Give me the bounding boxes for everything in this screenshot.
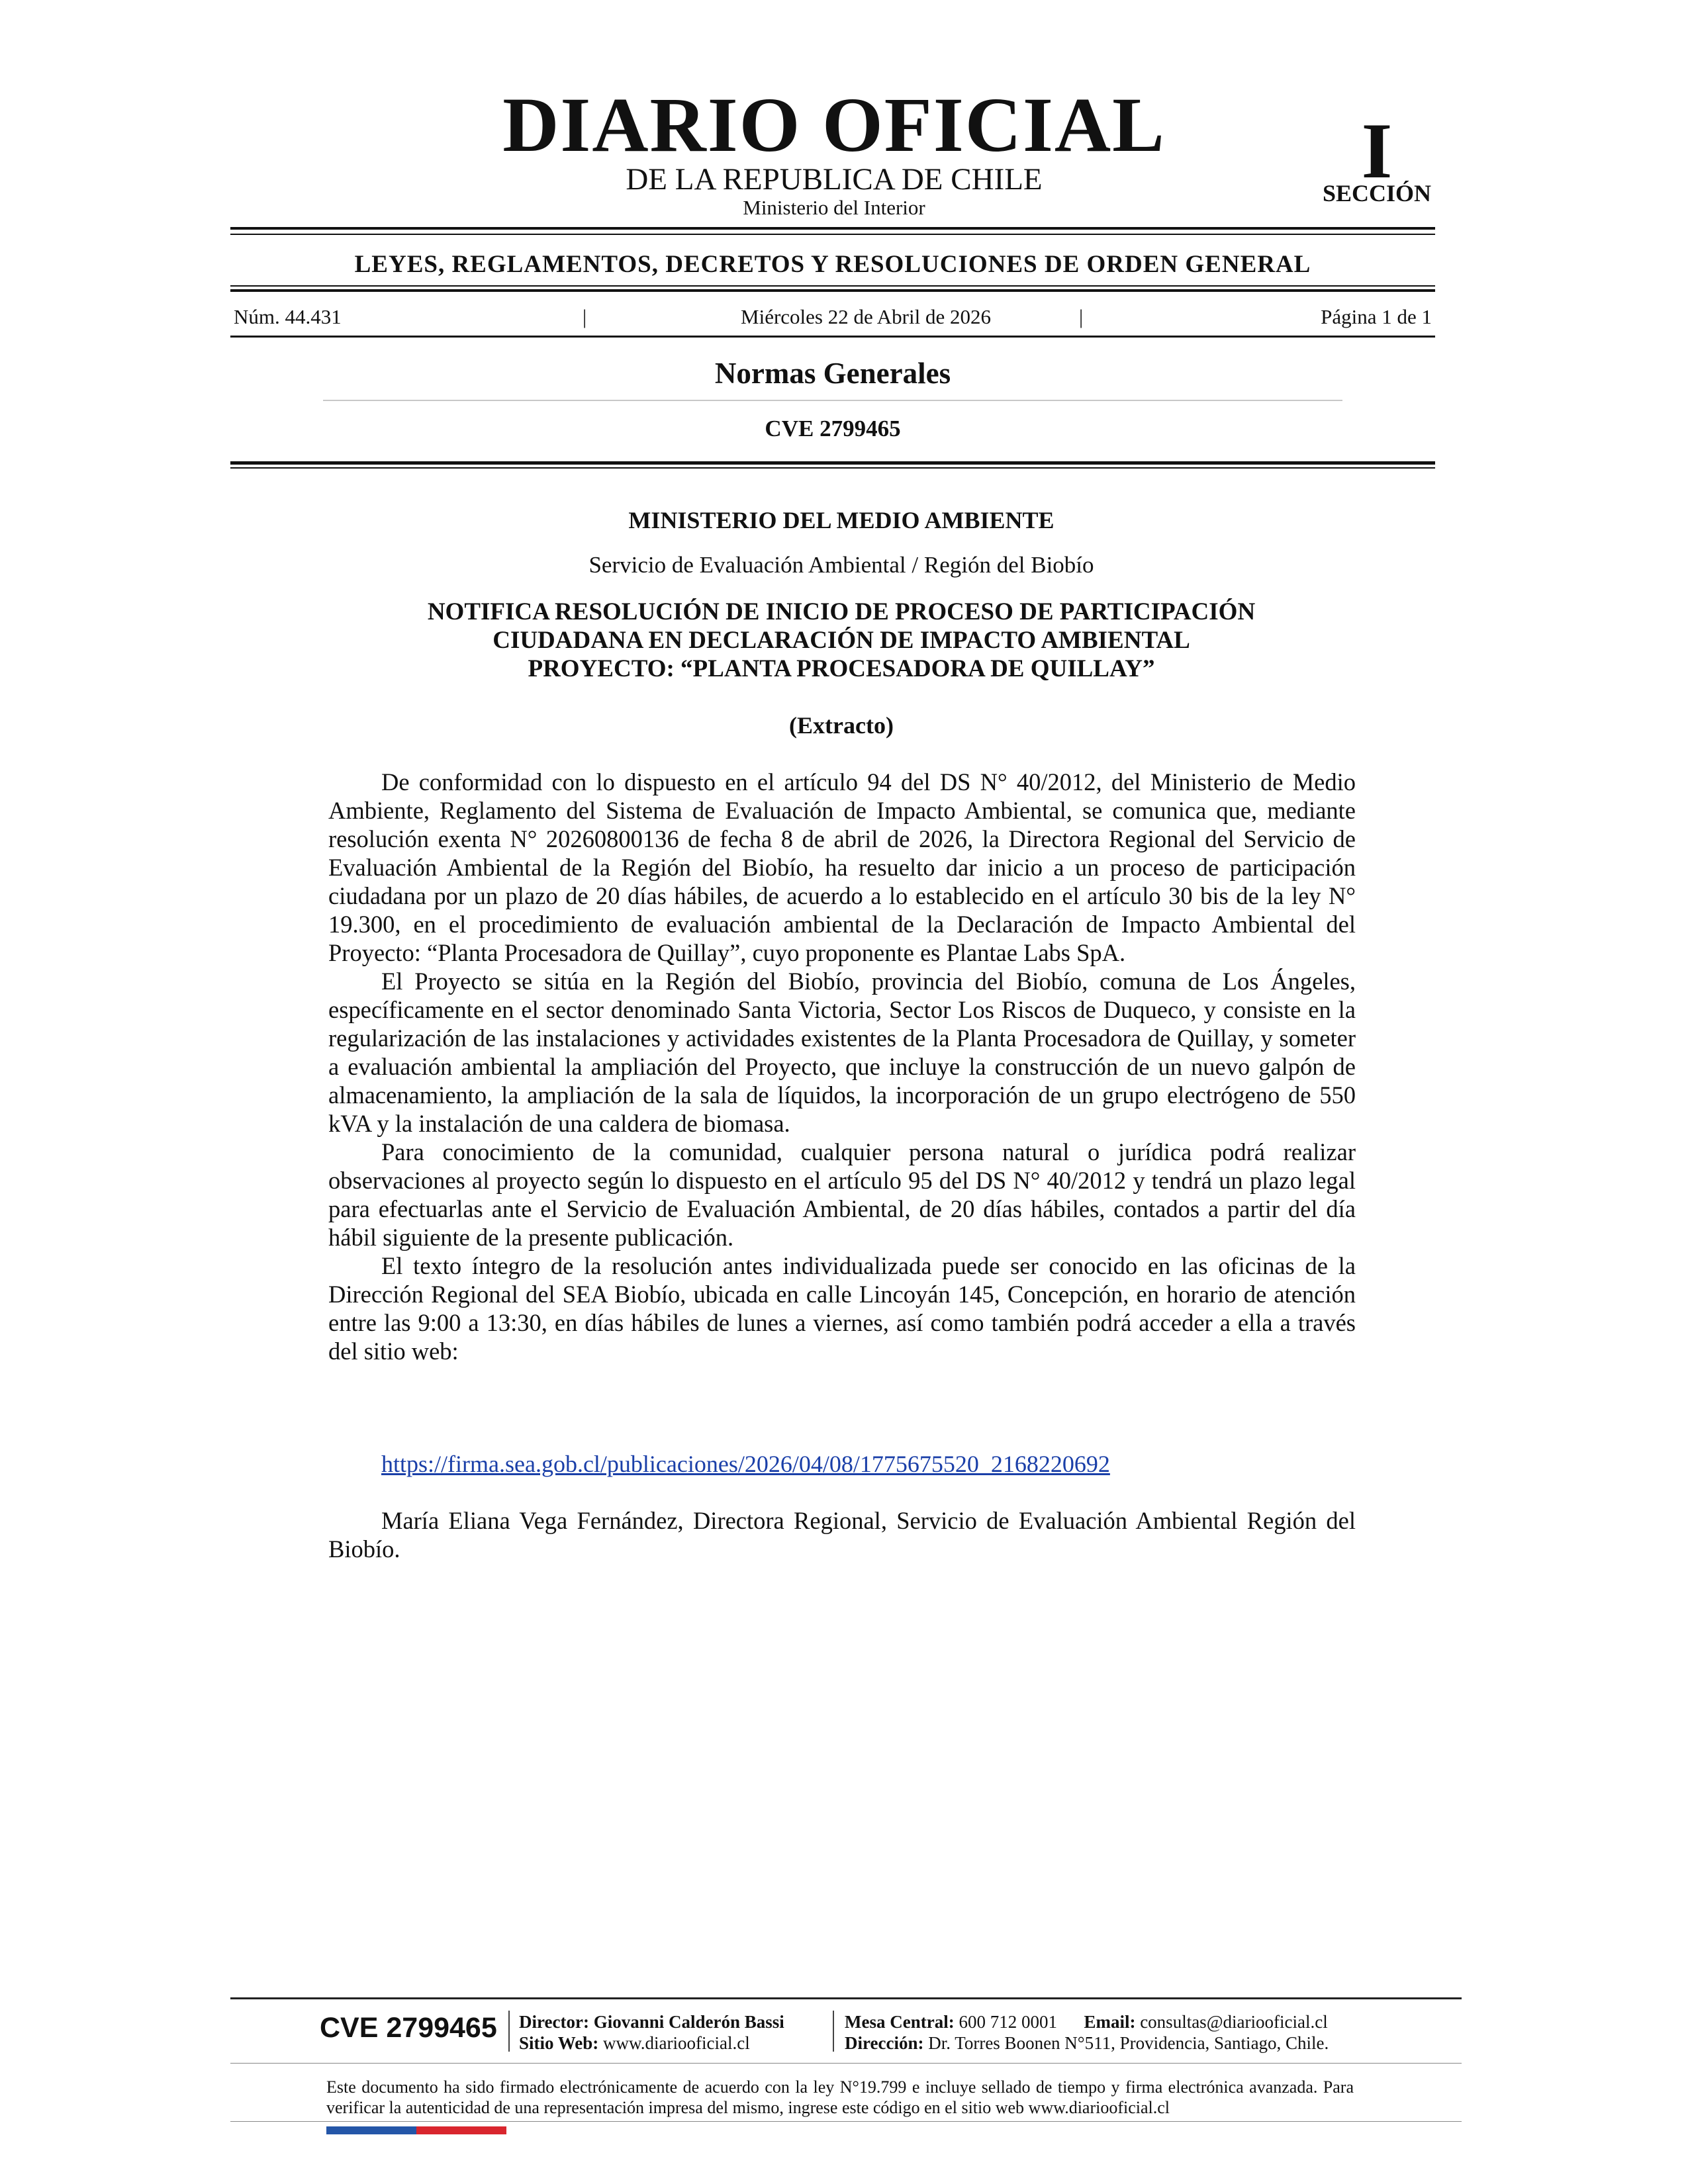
- cve-rule-thick: [230, 461, 1435, 465]
- footer-legal-note: Este documento ha sido firmado electrónicamente de acuerdo con la ley N°19.799 e incluye sellado de tiempo y firma electrónica avanzada. Para verificar la autenticidad de una representación impresa del mismo, ingrese este código en el sitio web www.diariooficial.cl: [326, 2077, 1354, 2117]
- issue-separator: |: [1079, 305, 1084, 328]
- masthead-title: DIARIO OFICIAL: [502, 81, 1166, 168]
- header-rule-top: [230, 227, 1435, 230]
- flag-stripe-red: [416, 2126, 506, 2134]
- issue-date: Miércoles 22 de Abril de 2026: [741, 305, 991, 328]
- masthead-subtitle: DE LA REPUBLICA DE CHILE: [626, 162, 1043, 197]
- footer-director: [519, 2012, 784, 2032]
- footer-rule-middle: [230, 2063, 1462, 2064]
- phone-label: Mesa Central:: [845, 2012, 955, 2032]
- headline-line: NOTIFICA RESOLUCIÓN DE INICIO DE PROCESO DE PARTICIPACIÓN: [427, 598, 1256, 625]
- footer-address: [845, 2033, 1329, 2054]
- footer-rule-top: [230, 1997, 1462, 1999]
- issue-page: Página 1 de 1: [1321, 305, 1432, 328]
- director-value: Giovanni Calderón Bassi: [593, 2012, 784, 2032]
- ministry-heading: MINISTERIO DEL MEDIO AMBIENTE: [628, 507, 1055, 533]
- headline-line: CIUDADANA EN DECLARACIÓN DE IMPACTO AMBIENTAL: [492, 627, 1190, 654]
- phone-value: 600 712 0001: [959, 2012, 1057, 2032]
- signature: María Eliana Vega Fernández, Directora Regional, Servicio de Evaluación Ambiental Región del Biobío.: [328, 1507, 1356, 1563]
- body-paragraph: El texto íntegro de la resolución antes individualizada puede ser conocido en las oficinas de la Dirección Regional del SEA Biobío, ubicada en calle Lincoyán 145, Concepción, en horario de atención entre las 9:00 a 13:30, en días hábiles de lunes a viernes, así como también podrá acceder a ella a través del sitio web:: [328, 1252, 1356, 1365]
- masthead-ministry: Ministerio del Interior: [743, 196, 925, 219]
- issue-info-row: [234, 305, 1432, 332]
- header-rule-top-thin: [230, 234, 1435, 235]
- issue-rule: [230, 336, 1435, 338]
- address-label: Dirección:: [845, 2033, 924, 2053]
- band-rule-bottom: [230, 285, 1435, 287]
- address-value: Dr. Torres Boonen N°511, Providencia, Santiago, Chile.: [928, 2033, 1329, 2053]
- section-label: SECCIÓN: [1322, 180, 1432, 206]
- footer-contact: [845, 2012, 1328, 2032]
- cve-code: CVE 2799465: [765, 416, 901, 441]
- body-text: [328, 768, 1356, 1365]
- email-label: Email:: [1084, 2012, 1136, 2032]
- cve-rule-thin: [230, 467, 1435, 469]
- resolution-headline: [328, 598, 1354, 683]
- footer-separator: [508, 2011, 510, 2052]
- footer-cve-code: CVE 2799465: [320, 2012, 497, 2044]
- body-paragraph: El Proyecto se sitúa en la Región del Biobío, provincia del Biobío, comuna de Los Ángeles, específicamente en el sector denominado Santa Victoria, Sector Los Riscos de Duqueco, y consiste en la regularización de las instalaciones y actividades existentes de la Planta Procesadora de Quillay, y someter a evaluación ambiental la ampliación del Proyecto, que incluye la construcción de un nuevo galpón de almacenamiento, la ampliación de la sala de líquidos, la incorporación de un grupo electrógeno de 550 kVA y la instalación de una caldera de biomasa.: [328, 968, 1356, 1137]
- band-rule-bottom-thick: [230, 289, 1435, 292]
- flag-stripe-blue: [326, 2126, 416, 2134]
- section-divider: [323, 400, 1342, 401]
- email-value[interactable]: consultas@diariooficial.cl: [1140, 2012, 1328, 2032]
- publication-link[interactable]: https://firma.sea.gob.cl/publicaciones/2026/04/08/1775675520_2168220692: [381, 1451, 1110, 1477]
- section-number: I: [1361, 107, 1393, 195]
- body-paragraph: De conformidad con lo dispuesto en el artículo 94 del DS N° 40/2012, del Ministerio de Medio Ambiente, Reglamento del Sistema de Evaluación de Impacto Ambiental, se comunica que, mediante resolución exenta N° 20260800136 de fecha 8 de abril de 2026, la Directora Regional del Servicio de Evaluación Ambiental de la Región del Biobío, ha resuelto dar inicio a un proceso de participación ciudadana por un plazo de 20 días hábiles, de acuerdo a lo establecido en el artículo 30 bis de la ley N° 19.300, en el procedimiento de evaluación ambiental de la Declaración de Impacto Ambiental del Proyecto: “Planta Procesadora de Quillay”, cuyo proponente es Plantae Labs SpA.: [328, 768, 1356, 966]
- body-paragraph: Para conocimiento de la comunidad, cualquier persona natural o jurídica podrá realizar observaciones al proyecto según lo dispuesto en el artículo 95 del DS N° 40/2012 y tendrá un plazo legal para efectuarlas ante el Servicio de Evaluación Ambiental, de 20 días hábiles, contados a partir del día hábil siguiente de la presente publicación.: [328, 1138, 1356, 1251]
- director-label: Director:: [519, 2012, 589, 2032]
- headline-line: PROYECTO: “PLANTA PROCESADORA DE QUILLAY”: [528, 655, 1155, 682]
- issue-number: Núm. 44.431: [234, 305, 342, 328]
- footer-separator: [833, 2011, 834, 2052]
- service-subheading: Servicio de Evaluación Ambiental / Región del Biobío: [588, 552, 1094, 578]
- web-value[interactable]: www.diariooficial.cl: [603, 2033, 750, 2053]
- section-title: Normas Generales: [714, 357, 951, 390]
- band-title: LEYES, REGLAMENTOS, DECRETOS Y RESOLUCIONES DE ORDEN GENERAL: [354, 251, 1311, 278]
- footer-website: [519, 2033, 750, 2054]
- extract-label: (Extracto): [789, 712, 894, 739]
- issue-separator: |: [583, 305, 587, 328]
- web-label: Sitio Web:: [519, 2033, 599, 2053]
- footer-rule-bottom: [230, 2121, 1462, 2122]
